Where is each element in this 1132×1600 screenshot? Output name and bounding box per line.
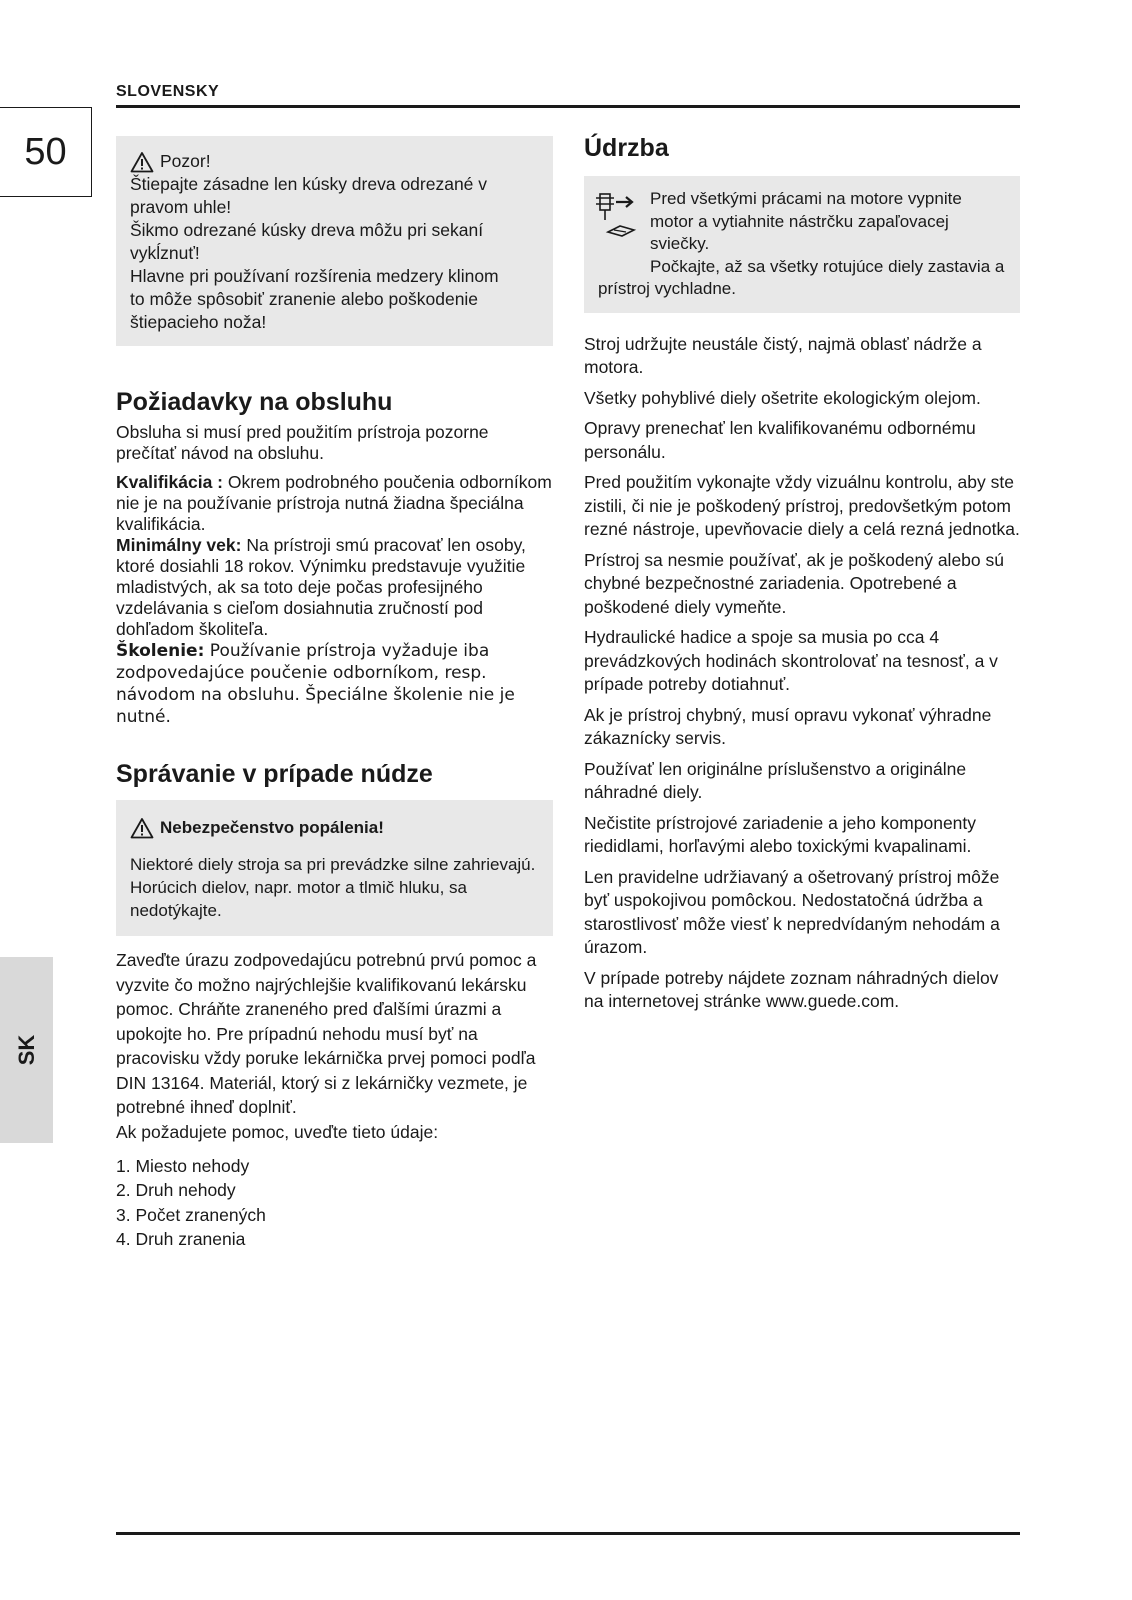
operator-intro: Obsluha si musí pred použitím prístroja pozorne prečítať návod na obsluhu. <box>116 422 489 463</box>
min-age-text: Na prístroji smú pracovať len osoby, ktoré dosiahli 18 rokov. Výnimku predstavuje využitie mladistvých, ak sa toto deje počas profesijného vzdelávania s cieľom dosiahnutia zručností pod dohľadom školiteľa. <box>116 535 526 639</box>
maintenance-heading: Údrzba <box>584 134 669 162</box>
footer-rule <box>116 1532 1020 1535</box>
burn-warning-title <box>130 816 539 839</box>
caution-line: pravom uhle! <box>130 197 232 217</box>
warning-triangle-icon <box>130 817 154 839</box>
maintenance-warning-line: prístroj vychladne. <box>598 279 736 298</box>
caution-line: to môže spôsobiť zranenie alebo poškodenie <box>130 289 479 309</box>
maintenance-warning-line: motor a vytiahnite nástrčku zapaľovacej sviečky. <box>650 211 949 253</box>
training-text: Používanie prístroja vyžaduje iba zodpovedajúce poučenie odborníkom, resp. návodom na obsluhu. Špeciálne školenie nie je nutné. <box>116 641 515 727</box>
left-column <box>116 136 553 1252</box>
caution-title-text: Pozor! <box>160 151 211 171</box>
maintenance-paragraph: Hydraulické hadice a spoje sa musia po cca 4 prevádzkových hodinách skontrolovať na tesnosť, a v prípade potreby dotiahnuť. <box>584 627 998 694</box>
list-item: 4. Druh zranenia <box>116 1229 246 1249</box>
language-side-tab <box>0 957 53 1143</box>
maintenance-paragraph: Len pravidelne udržiavaný a ošetrovaný prístroj môže byť uspokojivou pomôckou. Nedostatočná údržba a starostlivosť môže viesť k nepredvídaným nehodám a úrazom. <box>584 866 1000 957</box>
maintenance-paragraphs <box>584 333 1020 1014</box>
help-request-line: Ak požadujete pomoc, uveďte tieto údaje: <box>116 1121 439 1142</box>
maintenance-paragraph: Ak je prístroj chybný, musí opravu vykonať výhradne zákaznícky servis. <box>584 704 992 748</box>
right-column <box>584 136 1020 1014</box>
maintenance-paragraph: Opravy prenechať len kvalifikovanému odbornému personálu. <box>584 418 976 462</box>
list-item: 3. Počet zranených <box>116 1204 266 1225</box>
training-paragraph <box>116 640 553 728</box>
header-rule <box>116 105 1020 108</box>
maintenance-paragraph: V prípade potreby nájdete zoznam náhradných dielov na internetovej stránke www.guede.com. <box>584 967 999 1011</box>
maintenance-paragraph: Všetky pohyblivé diely ošetrite ekologickým olejom. <box>584 387 981 408</box>
maintenance-paragraph: Používať len originálne príslušenstvo a originálne náhradné diely. <box>584 758 967 802</box>
page-number: 50 <box>24 130 67 173</box>
maintenance-warning-line: Počkajte, až sa všetky rotujúce diely zastavia a <box>650 256 1005 276</box>
caution-title <box>130 150 539 173</box>
qualification-label: Kvalifikácia : <box>116 472 223 492</box>
min-age-paragraph <box>116 535 553 640</box>
spark-plug-and-manual-icon <box>594 190 646 240</box>
language-side-tab-label: SK <box>14 1034 39 1066</box>
min-age-label: Minimálny vek: <box>116 535 242 555</box>
maintenance-warning-line: Pred všetkými prácami na motore vypnite <box>650 189 962 208</box>
training-label: Školenie: <box>116 641 205 661</box>
list-item: 1. Miesto nehody <box>116 1155 250 1176</box>
operator-requirements-heading: Požiadavky na obsluhu <box>116 388 393 416</box>
maintenance-paragraph: Nečistite prístrojové zariadenie a jeho komponenty riedidlami, horľavými alebo toxickými kvapalinami. <box>584 812 977 856</box>
page-number-box <box>0 107 92 197</box>
maintenance-paragraph: Prístroj sa nesmie používať, ak je poškodený alebo sú chybné bezpečnostné zariadenia. Opotrebené a poškodené diely vymeňte. <box>584 549 1004 617</box>
list-item: 2. Druh nehody <box>116 1180 236 1200</box>
emergency-body: Zaveďte úrazu zodpovedajúcu potrebnú prvú pomoc a vyzvite čo možno najrýchlejšie kvalifikovanú lekársku pomoc. Chráňte zraneného pred ďalšími úrazmi a upokojte ho. Pre prípadnú nehodu musí byť na pracovisku vždy poruke lekárnička prvej pomoci podľa DIN 13164. Materiál, ktorý si z lekárničky vezmete, je potrebné ihneď doplniť. <box>116 950 537 1117</box>
emergency-heading: Správanie v prípade núdze <box>116 760 433 788</box>
burn-warning-title-text: Nebezpečenstvo popálenia! <box>160 818 384 837</box>
caution-line: vykĺznuť! <box>130 243 200 263</box>
qualification-paragraph <box>116 472 553 535</box>
accident-info-list <box>116 1154 553 1252</box>
caution-line: Hlavne pri používaní rozšírenia medzery klinom <box>130 266 499 286</box>
qualification-text: Okrem podrobného poučenia odborníkom nie je na používanie prístroja nutná žiadna špeciálna kvalifikácia. <box>116 472 552 534</box>
caution-box <box>116 136 553 346</box>
burn-warning-box <box>116 800 553 936</box>
caution-line: Štiepajte zásadne len kúsky dreva odrezané v <box>130 174 488 194</box>
caution-line: štiepacieho noža! <box>130 312 267 332</box>
maintenance-paragraph: Stroj udržujte neustále čistý, najmä oblasť nádrže a motora. <box>584 333 982 377</box>
language-label: SLOVENSKY <box>116 83 220 100</box>
maintenance-warning-box <box>584 176 1020 313</box>
warning-triangle-icon <box>130 151 154 173</box>
caution-line: Šikmo odrezané kúsky dreva môžu pri sekaní <box>130 220 484 240</box>
maintenance-paragraph: Pred použitím vykonajte vždy vizuálnu kontrolu, aby ste zistili, či nie je poškodený prístroj, predovšetkým potom rezné nástroje, upevňovacie diely a celá rezná jednotka. <box>584 472 1020 539</box>
burn-warning-text: Niektoré diely stroja sa pri prevádzke silne zahrievajú. Horúcich dielov, napr. motor a tlmič hluku, sa nedotýkajte. <box>130 855 536 920</box>
